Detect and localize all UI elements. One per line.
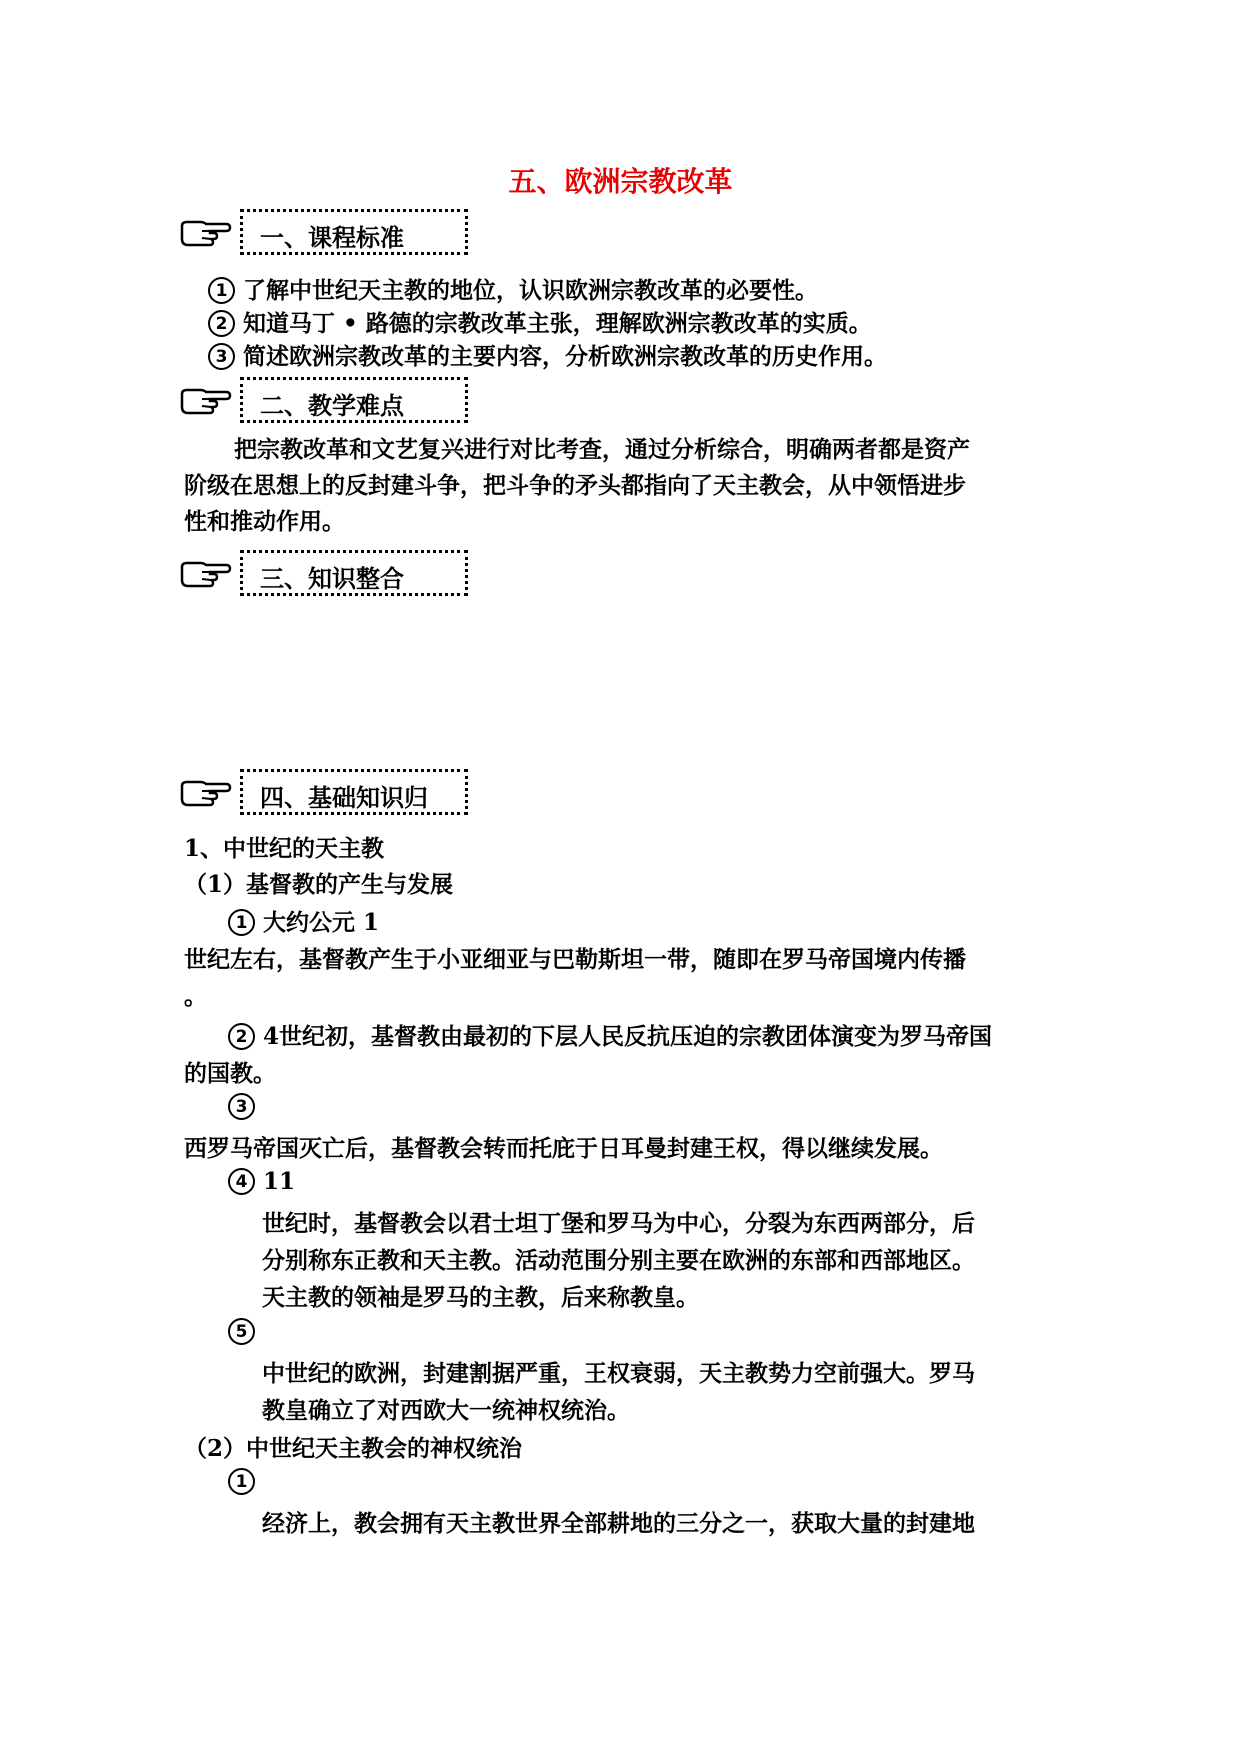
list-item xyxy=(208,272,818,305)
list-item-text: 知道马丁 • 路德的宗教改革主张，理解欧洲宗教改革的实质。 xyxy=(243,310,872,337)
circled-number: 5 xyxy=(228,1318,255,1345)
page-title: 五、欧洲宗教改革 xyxy=(508,165,733,198)
circled-number: 1 xyxy=(208,277,235,304)
list-item xyxy=(228,1168,295,1195)
paragraph-line: 。 xyxy=(184,983,207,1010)
paragraph-line: 性和推动作用。 xyxy=(184,508,345,535)
pointing-hand-icon xyxy=(180,778,232,808)
list-item xyxy=(228,1318,263,1345)
pointing-hand-icon xyxy=(180,386,232,416)
subheading: （2）中世纪天主教会的神权统治 xyxy=(184,1435,523,1462)
circled-number: 3 xyxy=(228,1093,255,1120)
list-item-text: 4世纪初，基督教由最初的下层人民反抗压迫的宗教团体演变为罗马帝国 xyxy=(263,1023,993,1050)
list-item-text: 大约公元 1 xyxy=(263,909,380,936)
paragraph-line: 世纪左右，基督教产生于小亚细亚与巴勒斯坦一带，随即在罗马帝国境内传播 xyxy=(184,946,966,973)
subheading: 1、中世纪的天主教 xyxy=(184,835,385,862)
subheading: （1）基督教的产生与发展 xyxy=(184,871,454,898)
paragraph-line: 阶级在思想上的反封建斗争，把斗争的矛头都指向了天主教会，从中领悟进步 xyxy=(184,472,966,499)
list-item xyxy=(208,305,872,338)
circled-number: 1 xyxy=(228,909,255,936)
paragraph-line: 把宗教改革和文艺复兴进行对比考查，通过分析综合，明确两者都是资产 xyxy=(234,436,970,463)
paragraph-line: 中世纪的欧洲，封建割据严重，王权衰弱，天主教势力空前强大。罗马 xyxy=(262,1360,975,1387)
circled-number: 1 xyxy=(228,1468,255,1495)
paragraph-line: 的国教。 xyxy=(184,1060,276,1087)
paragraph-line: 天主教的领袖是罗马的主教，后来称教皇。 xyxy=(262,1284,699,1311)
section-heading-knowledge-integration: 三、知识整合 xyxy=(260,564,404,593)
pointing-hand-icon xyxy=(180,218,232,248)
list-item-text: 简述欧洲宗教改革的主要内容，分析欧洲宗教改革的历史作用。 xyxy=(243,343,887,370)
circled-number: 2 xyxy=(208,310,235,337)
paragraph-line: 经济上，教会拥有天主教世界全部耕地的三分之一，获取大量的封建地 xyxy=(262,1510,975,1537)
paragraph-line: 世纪时，基督教会以君士坦丁堡和罗马为中心，分裂为东西两部分，后 xyxy=(262,1210,975,1237)
list-item-text: 了解中世纪天主教的地位，认识欧洲宗教改革的必要性。 xyxy=(243,277,818,304)
paragraph-line: 教皇确立了对西欧大一统神权统治。 xyxy=(262,1397,630,1424)
list-item xyxy=(228,904,379,937)
list-item xyxy=(228,1093,263,1120)
list-item-text: 11 xyxy=(263,1168,296,1195)
list-item xyxy=(208,338,887,371)
list-item xyxy=(228,1468,263,1495)
paragraph-line: 西罗马帝国灭亡后，基督教会转而托庇于日耳曼封建王权，得以继续发展。 xyxy=(184,1135,943,1162)
section-heading-basic-knowledge: 四、基础知识归 xyxy=(260,783,428,812)
section-heading-teaching-difficulty: 二、教学难点 xyxy=(260,391,404,420)
circled-number: 2 xyxy=(228,1023,255,1050)
section-heading-course-standards: 一、课程标准 xyxy=(260,223,404,252)
pointing-hand-icon xyxy=(180,559,232,589)
circled-number: 3 xyxy=(208,343,235,370)
list-item xyxy=(228,1018,992,1051)
circled-number: 4 xyxy=(228,1168,255,1195)
paragraph-line: 分别称东正教和天主教。活动范围分别主要在欧洲的东部和西部地区。 xyxy=(262,1247,975,1274)
